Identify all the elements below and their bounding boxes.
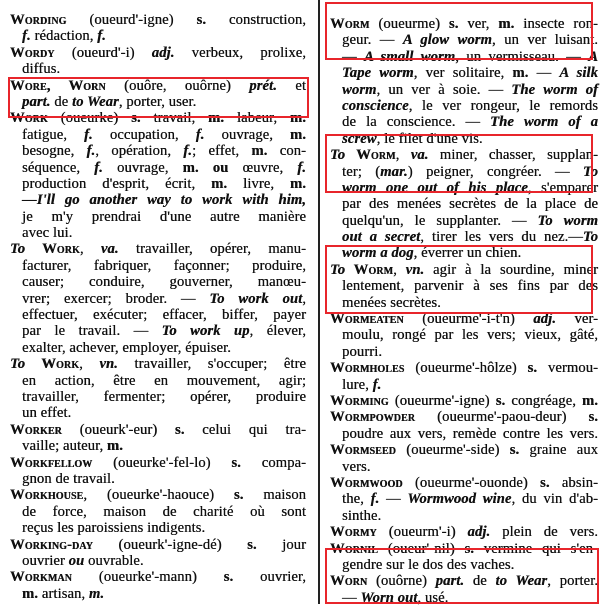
entry-headword-line [330, 442, 598, 458]
entry-text: effectuer, exécuter; effacer, biffer, payer [22, 307, 306, 324]
entry-headword-line [10, 487, 306, 503]
entry-text: — [342, 48, 365, 65]
italic-text: Worn out [360, 589, 418, 606]
entry-continuation-line [10, 323, 306, 339]
entry-text: , un ver à soie. — [376, 81, 512, 98]
entry-text: , (oueurke'-haouce) [83, 487, 234, 504]
entry-text: s. [539, 474, 550, 491]
entry-text: s. [495, 392, 506, 409]
italic-text: part. [22, 93, 51, 110]
entry-text: , élever, [249, 323, 307, 340]
entry-text: facturer, fabriquer, façonner; produire, [22, 257, 306, 274]
italic-text: To work up [161, 323, 250, 340]
entry-continuation-line [330, 459, 598, 475]
italic-text: ou [68, 552, 85, 569]
entry-continuation-line [10, 258, 306, 274]
headword: Wormseed [330, 442, 396, 459]
entry-text: , le ver rongeur, le remords [408, 97, 598, 114]
italic-text: To [10, 241, 26, 258]
italic-text: f. [97, 28, 106, 45]
italic-text: screw [342, 130, 377, 147]
entry-text: causer; conduire, gouverner, manœu- [22, 274, 306, 291]
entry-text: de la conscience. — [342, 114, 491, 131]
entry-text: , porter. [547, 573, 598, 590]
entry-text: m. [211, 175, 228, 192]
entry-continuation-line [10, 176, 306, 192]
italic-text: vn. [99, 356, 118, 373]
entry-text: ouvrable. [84, 552, 144, 569]
entry-text: maison [243, 487, 306, 504]
italic-text: to Wear [71, 93, 119, 110]
entry-continuation-line [10, 127, 306, 143]
entry-text: m. [22, 585, 39, 602]
italic-text: adj. [467, 524, 491, 541]
headword: Workfellow [10, 454, 93, 471]
entry-text: diffus. [22, 61, 61, 78]
headword: Work [25, 241, 80, 258]
headword: Worming [330, 392, 389, 409]
entry-headword-line [330, 475, 598, 491]
headword: Work [25, 356, 80, 373]
headword: Wormeaten [330, 311, 404, 328]
entry-text: s. [448, 16, 459, 32]
entry-text: m. [289, 175, 306, 192]
entry-headword-line [330, 524, 598, 540]
entry-text: , un vermisseau. — [455, 48, 589, 65]
entry-text: , du vin d'ab- [511, 491, 598, 508]
headword: Worker [10, 421, 62, 438]
entry-text: et [276, 77, 306, 94]
entry-text: s. [464, 540, 474, 557]
italic-text: To [582, 229, 598, 246]
entry-continuation-line [10, 586, 306, 602]
entry-continuation-line [10, 471, 306, 487]
entry-headword-line [330, 393, 598, 409]
entry-continuation-line [330, 377, 598, 393]
entry-continuation-line [10, 307, 306, 323]
entry-text: ouvrage, [102, 159, 183, 176]
headword: Wordy [10, 44, 55, 61]
italic-text: A silk [559, 65, 598, 82]
entry-text: m. [289, 110, 306, 127]
italic-text: va. [410, 147, 429, 164]
entry-text: rédaction, [30, 28, 98, 45]
entry-text: — [528, 65, 560, 82]
entry-continuation-line [10, 274, 306, 290]
italic-text: To [330, 261, 346, 278]
entry-continuation-line [10, 61, 306, 77]
entry-text: ; effet, [191, 143, 252, 160]
entry-text: vermine qui s'en- [473, 540, 598, 557]
entry-text: s. [247, 536, 257, 553]
entry-text: menées secrètes. [342, 294, 441, 311]
entry-text: lentement, parvenir à ses fins par des [342, 278, 598, 295]
entry-continuation-line [330, 426, 598, 442]
entry-text: (oueurme'-igne) [388, 392, 496, 409]
entry-text: reçus les paroissiens indigents. [22, 520, 206, 537]
italic-text: The worm of [511, 81, 598, 98]
headword: Wormholes [330, 360, 405, 377]
entry-continuation-line [10, 28, 306, 44]
highlight-box-worn [325, 548, 599, 604]
italic-text: f. [297, 159, 307, 176]
entry-text: ) peigner, congréer. — [407, 163, 583, 180]
entry-text: , un ver luisant. [491, 32, 598, 49]
entry-text: (oueurme'-paou-deur) [415, 409, 589, 426]
headword: Wording [10, 12, 67, 28]
entry-text: ter; ( [342, 163, 381, 180]
italic-text: The worm of a [490, 114, 598, 131]
entry-text: de force, maison de charité où sont [22, 503, 306, 520]
entry-text: travailler, opérer, manu- [118, 241, 306, 258]
entry-text: ver- [555, 311, 598, 328]
italic-text: —I'll go another way to work with him, [22, 192, 306, 209]
entry-text: jour [256, 536, 306, 553]
italic-text: worm one out of his place [342, 179, 528, 196]
entry-text: de [464, 573, 496, 590]
entry-text: quelqu'un, le supplanter. — [342, 212, 538, 229]
entry-text: labeur, [224, 110, 290, 127]
entry-text: compa- [240, 454, 307, 471]
italic-text: adj. [151, 44, 175, 61]
entry-headword-line [330, 409, 598, 425]
italic-text: part. [435, 573, 465, 590]
entry-continuation-line [330, 213, 598, 229]
headword: Wore, Worn [10, 77, 106, 94]
italic-text: To [10, 356, 26, 373]
entry-text: (oueurke'-mann) [71, 569, 224, 586]
entry-text: m. [498, 16, 515, 32]
entry-text: m. [290, 126, 307, 143]
italic-text: To [582, 163, 598, 180]
entry-text: m. ou [182, 159, 229, 176]
italic-text: vn. [405, 261, 425, 278]
italic-text: To [330, 147, 346, 164]
entry-text: s. [131, 110, 141, 127]
entry-text: production d'esprit, écrit, [22, 175, 212, 192]
entry-continuation-line [330, 82, 598, 98]
entry-text: (oueurk'-igne-dé) [92, 536, 248, 553]
italic-text: to Wear [495, 573, 548, 590]
entry-text: construction, [206, 12, 307, 28]
entry-text: m. [106, 438, 123, 455]
italic-text: To work out [209, 290, 303, 307]
entry-text: travailler, fermenter; opérer, produire [22, 388, 306, 405]
entry-text: congréage, [505, 392, 582, 409]
entry-continuation-line [10, 160, 306, 176]
entry-continuation-line [10, 438, 306, 454]
entry-text: miner, chasser, supplan- [428, 147, 599, 164]
italic-text: out a secret [342, 229, 421, 246]
headword: Wormy [330, 524, 377, 541]
entry-text: poudre aux vers, remède contre les vers. [342, 425, 598, 442]
italic-text: A [588, 48, 598, 65]
entry-continuation-line [330, 327, 598, 343]
entry-text: livre, [227, 175, 290, 192]
entry-text: (oueurme'-i-t'n) [403, 311, 534, 328]
entry-text: (oueurke'-fel-lo) [92, 454, 232, 471]
italic-text: f. [86, 143, 96, 160]
entry-text: plein de vers. [490, 524, 598, 541]
italic-text: A small worm [364, 48, 456, 65]
entry-text: vrer; exercer; broder. — [22, 290, 210, 307]
entry-text: m. [208, 110, 225, 127]
headword: Wornil [330, 540, 378, 557]
entry-text: s. [174, 421, 185, 438]
entry-text: s. [527, 360, 538, 377]
entry-text: moulu, rongé par les vers; vieux, gâté, [342, 327, 598, 344]
entry-text: the, [342, 491, 371, 508]
entry-text: (oueurk'-eur) [61, 421, 175, 438]
entry-text: , [393, 261, 406, 278]
entry-continuation-line [10, 291, 306, 307]
entry-text: ouvrier, [233, 569, 306, 586]
entry-continuation-line [10, 373, 306, 389]
entry-text: vers. [342, 458, 371, 475]
entry-text: insecte ron- [514, 16, 598, 32]
entry-text: pourri. [342, 343, 383, 360]
entry-continuation-line [330, 65, 598, 81]
entry-text: un effet. [22, 405, 72, 422]
italic-text: prét. [249, 77, 277, 94]
entry-text: , éverrer un chien. [413, 245, 522, 262]
entry-text: absin- [549, 474, 598, 491]
entry-continuation-line [10, 389, 306, 405]
italic-text: Tape worm [342, 65, 414, 82]
entry-text: ouvrage, [204, 126, 290, 143]
entry-headword-line [10, 241, 306, 257]
italic-text: Wormwood wine [407, 491, 512, 508]
entry-text: fatigue, [22, 126, 85, 143]
entry-text: par des menées secrètes de la place de [342, 196, 598, 213]
entry-continuation-line [10, 553, 306, 569]
entry-text: , [302, 290, 306, 307]
entry-text: ouvrier [22, 552, 69, 569]
entry-text: de [50, 93, 72, 110]
italic-text: A glow worm [402, 32, 492, 49]
italic-text: worm [342, 81, 377, 98]
entry-text: occupation, [92, 126, 196, 143]
entry-text: con- [267, 143, 306, 160]
entry-text: , [79, 356, 100, 373]
italic-text: f. [22, 28, 31, 45]
entry-text: (ouôrne) [367, 573, 436, 590]
italic-text: f. [84, 126, 93, 143]
entry-text: (oueurke) [47, 110, 132, 127]
entry-continuation-line [330, 114, 598, 130]
headword: Worm [345, 261, 394, 278]
entry-text: sinthe. [342, 507, 382, 524]
entry-text: m. [512, 65, 529, 82]
entry-continuation-line [330, 229, 598, 245]
entry-text: (oueurme'-ouonde) [402, 474, 540, 491]
entry-headword-line [330, 360, 598, 376]
entry-text: avec lui. [22, 225, 73, 242]
entry-continuation-line [330, 508, 598, 524]
entry-continuation-line [10, 192, 306, 208]
entry-text: (oueur'-nil) [377, 540, 465, 557]
italic-text: va. [100, 241, 119, 258]
entry-text: verbeux, prolixe, [174, 44, 306, 61]
entry-text: (oueurd'-igne) [66, 12, 197, 28]
entry-headword-line [10, 422, 306, 438]
entry-text: exalter, achever, employer, épuiser. [22, 339, 231, 356]
entry-continuation-line [330, 98, 598, 114]
entry-text: graine aux [519, 442, 598, 459]
entry-text: , usé. [417, 589, 449, 606]
entry-text: agir à la sourdine, miner [424, 261, 598, 278]
entry-text: je m'y prendrai d'une autre manière [22, 208, 306, 225]
italic-text: worm a dog [342, 245, 414, 262]
entry-text: travailler, s'occuper; être [117, 356, 306, 373]
entry-text: — [342, 589, 361, 606]
entry-text: , [79, 241, 101, 258]
headword: Workhouse [10, 487, 84, 504]
entry-text: s. [509, 442, 520, 459]
entry-text: , tirer les vers du nez.— [420, 229, 583, 246]
entry-text: vaille; auteur, [22, 438, 107, 455]
headword: Worn [330, 573, 368, 590]
entry-text: celui qui tra- [184, 421, 306, 438]
entry-text: séquence, [22, 159, 95, 176]
headword: Work [10, 110, 48, 127]
entry-text: , le filet d'une vis. [376, 130, 483, 147]
entry-text: (oueurme) [369, 16, 449, 32]
entry-text: , porter, user. [118, 93, 197, 110]
entry-text: (oueurme'-hôlze) [404, 360, 528, 377]
entry-text: , s'emparer [527, 179, 598, 196]
italic-text: conscience [342, 97, 409, 114]
highlight-box-wore-worn [8, 77, 309, 118]
entry-headword-line [10, 537, 306, 553]
headword: Wormpowder [330, 409, 416, 426]
entry-text: artisan, [38, 585, 89, 602]
italic-text: m. [88, 585, 105, 602]
entry-text: m. [582, 392, 599, 409]
entry-text: , [395, 147, 411, 164]
entry-text: s. [223, 569, 234, 586]
italic-text: mar. [380, 163, 408, 180]
entry-text: travail, [140, 110, 209, 127]
entry-continuation-line [330, 491, 598, 507]
entry-continuation-line [10, 340, 306, 356]
headword: Worm [330, 16, 370, 32]
italic-text: f. [372, 376, 382, 393]
entry-continuation-line [10, 520, 306, 536]
italic-text: f. [370, 491, 380, 508]
headword: Working-day [10, 536, 93, 553]
entry-headword-line [10, 12, 306, 28]
italic-text: f. [94, 159, 103, 176]
entry-headword-line [10, 569, 306, 585]
headword: Worm [345, 147, 396, 164]
entry-text: s. [588, 409, 598, 426]
entry-text: — [379, 491, 408, 508]
entry-text: s. [233, 487, 244, 504]
entry-text: s. [231, 454, 241, 471]
highlight-box-to-worm-vn [325, 245, 593, 314]
entry-text: besogne, [22, 143, 87, 160]
entry-text: (ouôre, ouôrne) [105, 77, 250, 94]
highlight-box-worm [325, 2, 593, 60]
entry-text: gnon de travail. [22, 470, 115, 487]
entry-continuation-line [10, 225, 306, 241]
entry-text: m. [251, 143, 268, 160]
entry-continuation-line [10, 209, 306, 225]
italic-text: f. [195, 126, 205, 143]
entry-text: par le travail. — [22, 323, 162, 340]
entry-continuation-line [330, 344, 598, 360]
entry-continuation-line [10, 143, 306, 159]
entry-text: (oueurm'-i) [376, 524, 468, 541]
entry-text: , ver solitaire, [413, 65, 513, 82]
italic-text: f. [183, 143, 192, 160]
entry-text: s. [196, 12, 207, 28]
entry-continuation-line [330, 196, 598, 212]
entry-continuation-line [10, 504, 306, 520]
entry-headword-line [10, 455, 306, 471]
entry-continuation-line [10, 405, 306, 421]
entry-text: en action, être en mouvement, agir; [22, 372, 306, 389]
entry-headword-line [10, 45, 306, 61]
italic-text: adj. [533, 311, 556, 328]
entry-text: œuvre, [228, 159, 298, 176]
entry-text: (oueurd'-i) [54, 44, 152, 61]
entry-text: (oueurme'-side) [395, 442, 510, 459]
italic-text: To worm [537, 212, 599, 229]
entry-text: ver, [458, 16, 499, 32]
headword: Wormwood [330, 474, 403, 491]
entry-text: geur. — [342, 32, 403, 49]
entry-text: vermou- [537, 360, 599, 377]
entry-text: lure, [342, 376, 373, 393]
highlight-box-to-worm-va [325, 134, 593, 193]
entry-headword-line [10, 356, 306, 372]
entry-text: gendre sur le dos des vaches. [342, 556, 515, 573]
entry-text: , opération, [95, 143, 184, 160]
column-divider [318, 0, 320, 604]
headword: Workman [10, 569, 72, 586]
